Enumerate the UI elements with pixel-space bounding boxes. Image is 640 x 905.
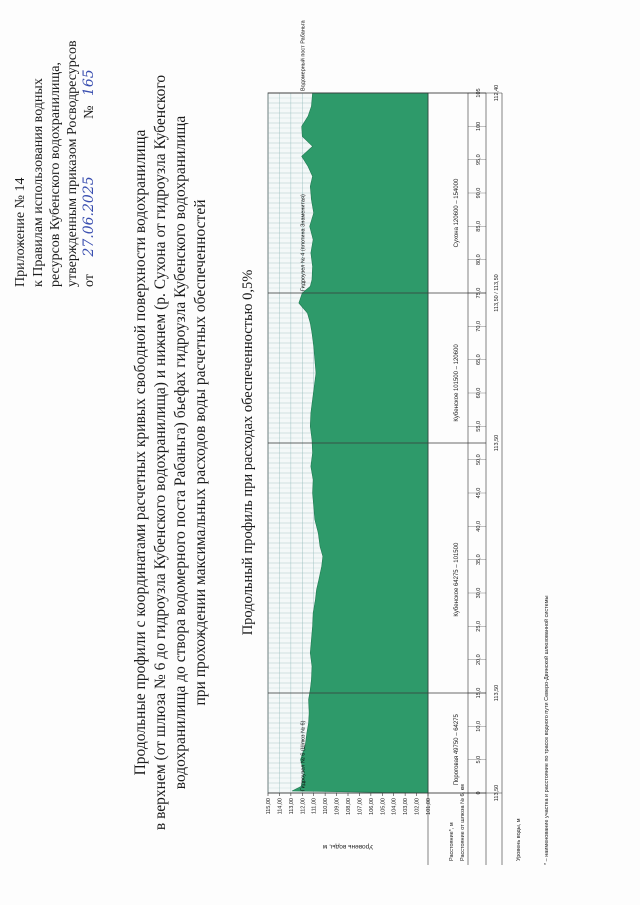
y-axis-label: Уровень воды, м bbox=[322, 843, 374, 850]
marker-elevation: 113,50 / 113,50 bbox=[494, 274, 500, 312]
section-label: Кубенское 64275 – 101500 bbox=[454, 542, 460, 617]
title-line-4: при прохождении максимальных расходов воды расчетных обеспеченностей bbox=[192, 199, 209, 706]
x-tick-label: 95,0 bbox=[476, 154, 482, 166]
appendix-line-2: к Правилам использования водных bbox=[31, 78, 46, 287]
title-line-2: в верхнем (от шлюза № 6 до гидроузла Кубенского водохранилища) и нижнем (р. Сухона от гидроузла Кубенского bbox=[152, 74, 169, 831]
marker-label: Гидроузел № 4 (плотина Знаменитая) bbox=[300, 194, 307, 291]
appendix-number-handwritten: 165 bbox=[81, 69, 97, 97]
y-tick-label: 106,00 bbox=[368, 798, 375, 815]
marker-label: Водомерный пост Рабаньга bbox=[300, 20, 307, 91]
appendix-date-prefix: от bbox=[82, 274, 97, 287]
y-tick-label: 102,00 bbox=[414, 798, 421, 815]
x-tick-label: 90,0 bbox=[476, 187, 482, 199]
appendix-number-prefix: № bbox=[82, 105, 97, 119]
x-tick-label: 50,0 bbox=[476, 454, 482, 466]
section-label: Кубенское 101500 – 120600 bbox=[454, 344, 460, 422]
y-tick-label: 115,00 bbox=[266, 798, 272, 815]
x-tick-label: 15,0 bbox=[476, 687, 482, 699]
y-tick-label: 112,00 bbox=[300, 798, 307, 815]
y-tick-label: 108,00 bbox=[346, 798, 352, 815]
x-tick-label: 30,0 bbox=[476, 587, 482, 599]
legend-row-distance: Расстояние*, м bbox=[449, 822, 455, 861]
appendix-line-1: Приложение № 14 bbox=[13, 177, 28, 287]
x-tick-label: 5,0 bbox=[476, 755, 482, 764]
x-tick-label: 65,0 bbox=[476, 354, 482, 366]
x-tick-label: 25,0 bbox=[476, 620, 482, 632]
title-line-3: водохранилища до створа водомерного поста Рабаньга) бьефах гидроузла Кубенского водохранилища bbox=[172, 115, 189, 790]
y-tick-label: 107,00 bbox=[357, 798, 364, 815]
y-tick-label: 105,00 bbox=[380, 798, 387, 815]
x-tick-label: 40,0 bbox=[476, 520, 482, 532]
y-tick-label: 104,00 bbox=[391, 798, 398, 815]
y-tick-label: 111,00 bbox=[311, 798, 318, 815]
marker-elevation: 113,50 bbox=[494, 434, 500, 452]
x-tick-label: 105 bbox=[476, 88, 482, 98]
marker-elevation: 113,50 bbox=[494, 684, 500, 702]
section-label: Сухона 120600 – 154000 bbox=[454, 178, 460, 248]
appendix-date-handwritten: 27.06.2025 bbox=[81, 176, 97, 257]
footnote: * – наименование участка и расстояние по трассе водного пути Северо-Двинской шлюзованной системы bbox=[544, 595, 550, 865]
x-tick-label: 80,0 bbox=[476, 254, 482, 266]
marker-elevation: 112,40 bbox=[494, 84, 500, 102]
x-tick-label: 10,0 bbox=[476, 720, 482, 732]
x-tick-label: 35,0 bbox=[476, 554, 482, 566]
x-tick-label: 55,0 bbox=[476, 420, 482, 432]
y-tick-label: 109,00 bbox=[334, 798, 341, 815]
x-tick-label: 20,0 bbox=[476, 654, 482, 666]
legend-row-level: Уровень воды, м bbox=[516, 818, 522, 861]
x-tick-label: 85,0 bbox=[476, 220, 482, 232]
x-tick-label: 0 bbox=[476, 791, 482, 795]
y-tick-label: 103,00 bbox=[403, 798, 410, 815]
marker-elevation: 113,50 bbox=[494, 784, 500, 802]
appendix-line-3: ресурсов Кубенского водохранилища, bbox=[48, 62, 63, 287]
appendix-line-4: утвержденным приказом Росводресурсов bbox=[65, 40, 80, 287]
y-tick-label: 101,00 bbox=[426, 798, 432, 815]
x-tick-label: 100 bbox=[476, 121, 482, 131]
x-tick-label: 75,0 bbox=[476, 287, 482, 299]
y-tick-label: 114,00 bbox=[277, 798, 284, 815]
section-label: Пороговая 49750 – 64275 bbox=[454, 714, 460, 786]
chart-subtitle: Продольный профиль при расходах обеспеченностью 0,5% bbox=[240, 269, 256, 636]
x-tick-label: 70,0 bbox=[476, 320, 482, 332]
title-line-1: Продольные профили с координатами расчетных кривых свободной поверхности водохранилища bbox=[132, 129, 149, 776]
marker-label: Гидроузел № 6 (Шлюз № 6) bbox=[300, 720, 307, 791]
x-tick-label: 60,0 bbox=[476, 387, 482, 399]
legend-row-km: Расстояние от шлюза № 6, км bbox=[460, 784, 466, 861]
x-tick-label: 45,0 bbox=[476, 487, 482, 499]
y-tick-label: 110,00 bbox=[323, 798, 330, 815]
y-tick-label: 113,00 bbox=[288, 798, 295, 815]
